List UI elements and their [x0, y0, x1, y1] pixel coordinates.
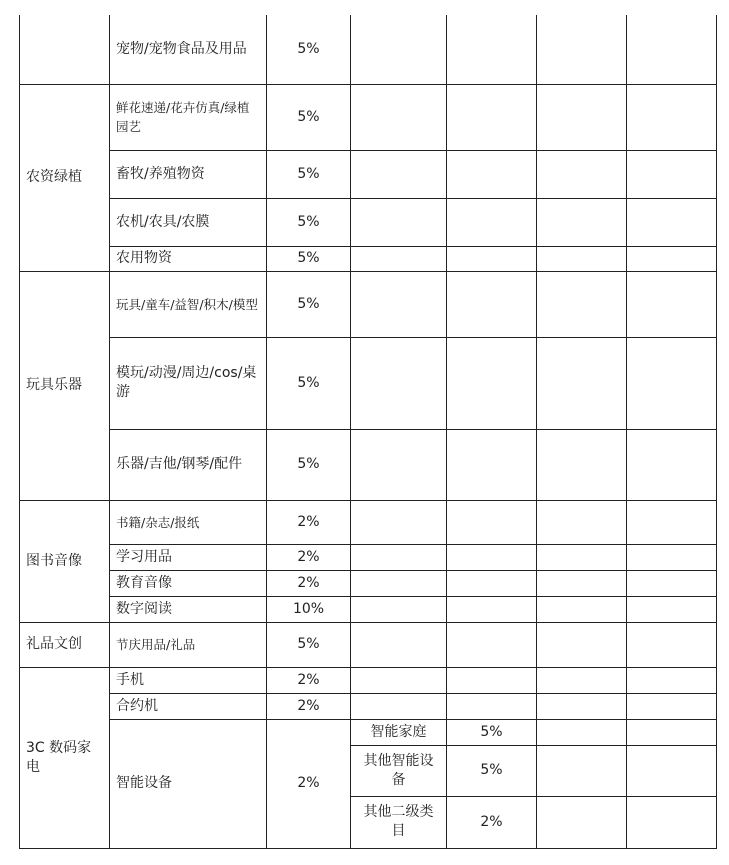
table-row	[20, 622, 717, 667]
subcategory-cell: 农用物资	[110, 246, 267, 271]
empty-cell	[627, 693, 717, 719]
empty-cell	[447, 693, 537, 719]
empty-cell	[447, 544, 537, 570]
empty-cell	[537, 745, 627, 796]
empty-cell	[627, 500, 717, 544]
empty-cell	[627, 667, 717, 693]
sub-rate-cell: 5%	[447, 719, 537, 745]
empty-cell	[351, 596, 447, 622]
empty-cell	[351, 667, 447, 693]
empty-cell	[447, 246, 537, 271]
rate-cell: 5%	[267, 150, 351, 198]
empty-cell	[537, 429, 627, 500]
subcategory-cell: 模玩/动漫/周边/cos/桌游	[110, 337, 267, 429]
subcategory-cell: 手机	[110, 667, 267, 693]
empty-cell	[447, 271, 537, 337]
subcategory-cell: 节庆用品/礼品	[110, 622, 267, 667]
empty-cell	[627, 84, 717, 150]
table-row	[20, 500, 717, 544]
empty-cell	[537, 719, 627, 745]
category-cell: 礼品文创	[20, 622, 110, 667]
subcategory-cell: 教育音像	[110, 570, 267, 596]
empty-cell	[447, 500, 537, 544]
table-row	[20, 84, 717, 150]
subcategory-cell: 数字阅读	[110, 596, 267, 622]
rate-cell: 5%	[267, 84, 351, 150]
empty-cell	[537, 796, 627, 848]
table-row	[20, 596, 717, 622]
empty-cell	[627, 150, 717, 198]
sub-subcategory-cell: 其他智能设备	[351, 745, 447, 796]
rate-cell: 2%	[267, 500, 351, 544]
empty-cell	[351, 570, 447, 596]
category-cell: 3C 数码家电	[20, 667, 110, 848]
rate-cell: 5%	[267, 198, 351, 246]
empty-cell	[351, 500, 447, 544]
rate-cell: 2%	[267, 719, 351, 848]
empty-cell	[537, 337, 627, 429]
empty-cell	[447, 198, 537, 246]
empty-cell	[537, 246, 627, 271]
category-cell: 农资绿植	[20, 84, 110, 271]
rate-cell: 5%	[267, 15, 351, 84]
rate-cell: 2%	[267, 570, 351, 596]
empty-cell	[537, 198, 627, 246]
table-row	[20, 544, 717, 570]
empty-cell	[351, 622, 447, 667]
empty-cell	[537, 667, 627, 693]
table-row	[20, 271, 717, 337]
empty-cell	[537, 150, 627, 198]
rate-cell: 5%	[267, 337, 351, 429]
rate-cell: 5%	[267, 271, 351, 337]
empty-cell	[537, 500, 627, 544]
table-row	[20, 246, 717, 271]
table-row	[20, 198, 717, 246]
empty-cell	[447, 429, 537, 500]
table-row	[20, 150, 717, 198]
rate-cell: 5%	[267, 622, 351, 667]
subcategory-cell: 畜牧/养殖物资	[110, 150, 267, 198]
subcategory-cell: 合约机	[110, 693, 267, 719]
empty-cell	[447, 15, 537, 84]
empty-cell	[627, 337, 717, 429]
subcategory-cell: 乐器/吉他/钢琴/配件	[110, 429, 267, 500]
table-row	[20, 429, 717, 500]
empty-cell	[627, 246, 717, 271]
empty-cell	[537, 271, 627, 337]
empty-cell	[627, 796, 717, 848]
subcategory-cell: 宠物/宠物食品及用品	[110, 15, 267, 84]
empty-cell	[627, 745, 717, 796]
empty-cell	[351, 246, 447, 271]
subcategory-cell: 农机/农具/农膜	[110, 198, 267, 246]
sub-subcategory-cell: 其他二级类目	[351, 796, 447, 848]
empty-cell	[351, 84, 447, 150]
empty-cell	[351, 271, 447, 337]
category-cell	[20, 15, 110, 84]
table-row	[20, 570, 717, 596]
empty-cell	[537, 84, 627, 150]
rate-cell: 5%	[267, 246, 351, 271]
empty-cell	[447, 596, 537, 622]
sub-rate-cell: 5%	[447, 745, 537, 796]
empty-cell	[351, 198, 447, 246]
empty-cell	[627, 570, 717, 596]
category-cell: 图书音像	[20, 500, 110, 622]
empty-cell	[627, 15, 717, 84]
rate-cell: 10%	[267, 596, 351, 622]
empty-cell	[351, 693, 447, 719]
table-row	[20, 693, 717, 719]
empty-cell	[447, 337, 537, 429]
rate-cell: 2%	[267, 667, 351, 693]
subcategory-cell: 智能设备	[110, 719, 267, 848]
empty-cell	[627, 544, 717, 570]
empty-cell	[537, 596, 627, 622]
subcategory-cell: 玩具/童车/益智/积木/模型	[110, 271, 267, 337]
empty-cell	[447, 570, 537, 596]
empty-cell	[627, 271, 717, 337]
subcategory-cell: 书籍/杂志/报纸	[110, 500, 267, 544]
table-row	[20, 667, 717, 693]
empty-cell	[537, 15, 627, 84]
empty-cell	[627, 429, 717, 500]
empty-cell	[351, 337, 447, 429]
sub-rate-cell: 2%	[447, 796, 537, 848]
empty-cell	[351, 429, 447, 500]
table-row	[20, 719, 717, 745]
empty-cell	[537, 622, 627, 667]
empty-cell	[537, 693, 627, 719]
table-row	[20, 15, 717, 84]
subcategory-cell: 鲜花速递/花卉仿真/绿植园艺	[110, 84, 267, 150]
subcategory-cell: 学习用品	[110, 544, 267, 570]
empty-cell	[627, 198, 717, 246]
rate-cell: 2%	[267, 693, 351, 719]
empty-cell	[447, 622, 537, 667]
empty-cell	[351, 15, 447, 84]
rate-cell: 5%	[267, 429, 351, 500]
empty-cell	[537, 570, 627, 596]
empty-cell	[351, 150, 447, 198]
empty-cell	[627, 622, 717, 667]
empty-cell	[627, 596, 717, 622]
sub-subcategory-cell: 智能家庭	[351, 719, 447, 745]
commission-rate-table	[19, 15, 717, 849]
empty-cell	[447, 667, 537, 693]
empty-cell	[447, 150, 537, 198]
rate-cell: 2%	[267, 544, 351, 570]
empty-cell	[351, 544, 447, 570]
table-row	[20, 337, 717, 429]
empty-cell	[627, 719, 717, 745]
empty-cell	[447, 84, 537, 150]
empty-cell	[537, 544, 627, 570]
category-cell: 玩具乐器	[20, 271, 110, 500]
